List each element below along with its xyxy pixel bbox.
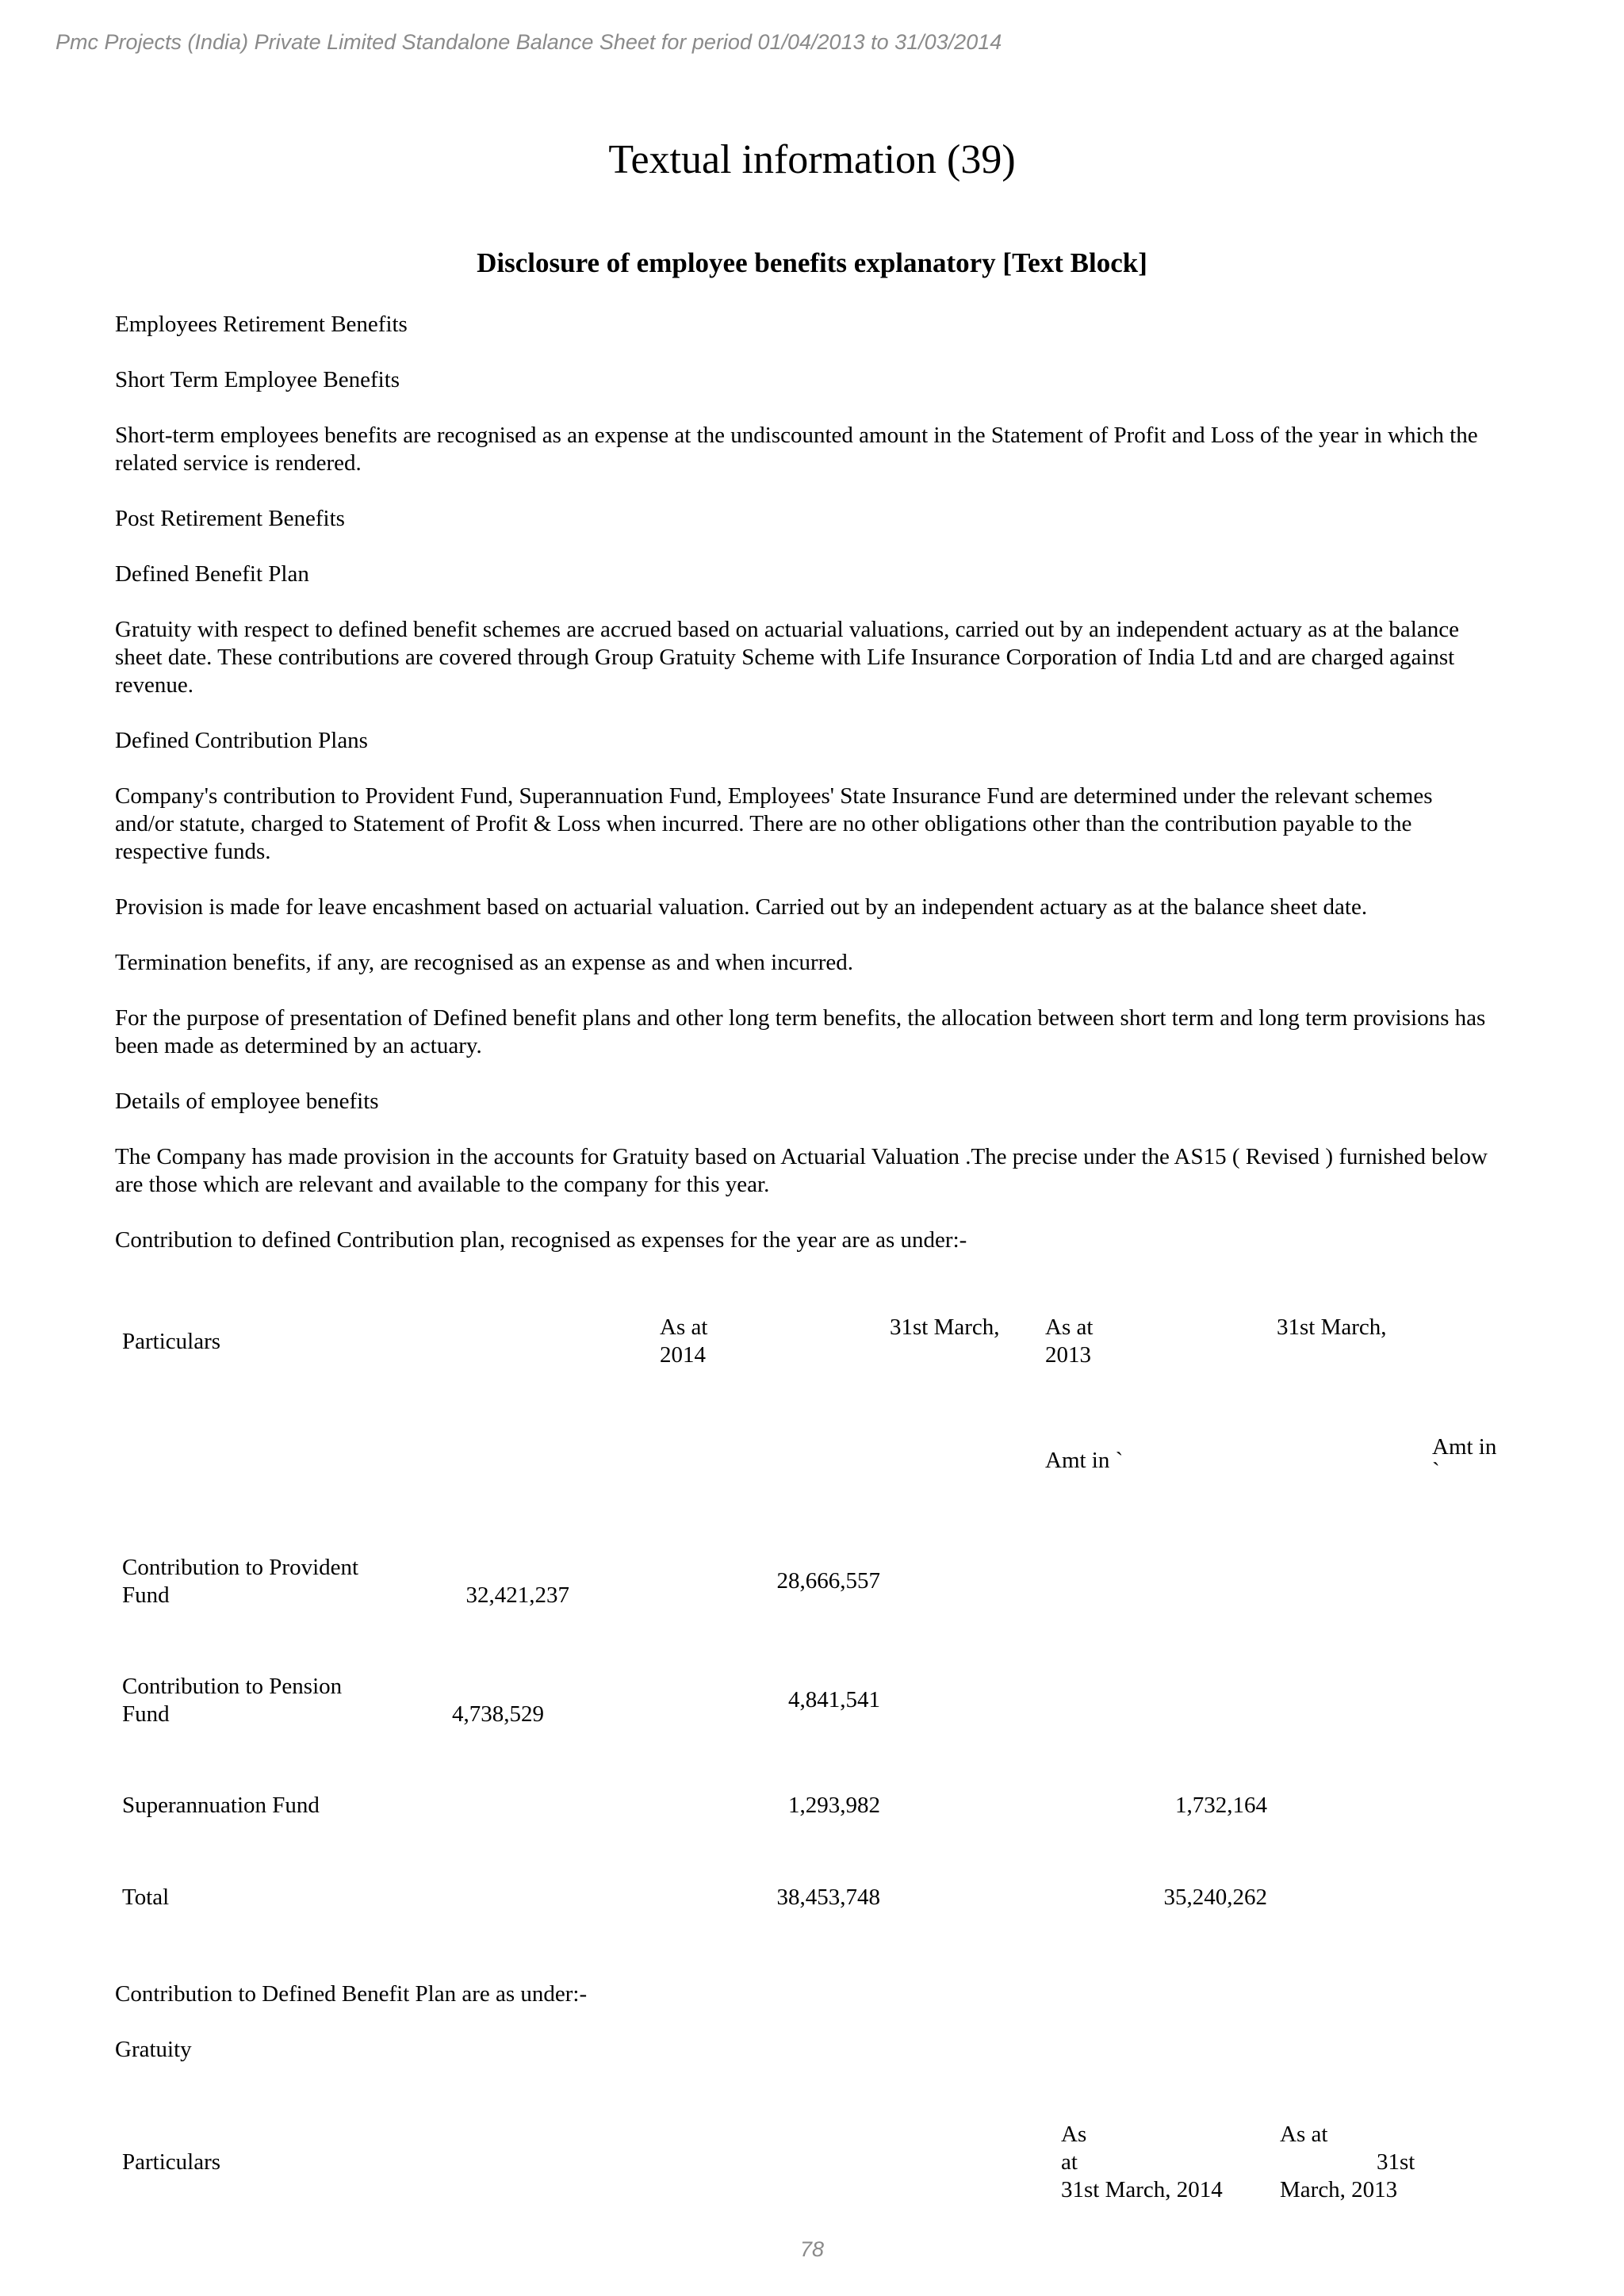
paragraph-leave-encashment: Provision is made for leave encashment based on actuarial valuation. Carried out by an independent actuary as at the balance sheet date. (115, 894, 1368, 920)
row-pension-fund-label-2: Fund (122, 1701, 170, 1727)
table-header-year-2014: 2014 (660, 1342, 706, 1368)
gratuity-header-col2-line3: March, 2013 (1280, 2177, 1398, 2202)
row-pension-fund-value-b: 4,841,541 (788, 1687, 880, 1712)
paragraph-defined-benefit-plan: Defined Benefit Plan (115, 561, 309, 587)
defined-benefit-heading: Contribution to Defined Benefit Plan are as under:- (115, 1981, 588, 2007)
row-provident-fund-value-a: 32,421,237 (465, 1582, 569, 1608)
paragraph-gratuity-provision: The Company has made provision in the accounts for Gratuity based on Actuarial Valuation .The precise under the AS15 ( Revised ) furnished below are those which are relevant and available to the company for this year. (115, 1144, 1488, 1197)
table-header-year-2013: 2013 (1045, 1342, 1091, 1368)
paragraph-short-term-body: Short-term employees benefits are recognised as an expense at the undiscounted amount in the Statement of Profit and Loss of the year in which the related service is rendered. (115, 423, 1478, 476)
paragraph-employees-retirement-benefits: Employees Retirement Benefits (115, 312, 408, 337)
paragraph-gratuity-body: Gratuity with respect to defined benefit schemes are accrued based on actuarial valuations, carried out by an independent actuary as at the balance sheet date. These contributions are covered through Group Gratuity Scheme with Life Insurance Corporation of India Ltd and are charged against revenue. (115, 617, 1459, 698)
section-subtitle: Disclosure of employee benefits explanatory [Text Block] (477, 247, 1147, 278)
row-provident-fund-label-2: Fund (122, 1582, 170, 1608)
row-superannuation-label: Superannuation Fund (122, 1793, 320, 1818)
row-superannuation-value-c: 1,732,164 (1175, 1793, 1267, 1818)
table-amt-in-label-2: Amt in (1432, 1434, 1497, 1460)
row-superannuation-value-b: 1,293,982 (788, 1793, 880, 1818)
gratuity-header-col1-line3: 31st March, 2014 (1061, 2177, 1223, 2202)
table-amt-in-label: Amt in ` (1045, 1448, 1124, 1473)
paragraph-defined-contribution-plans: Defined Contribution Plans (115, 728, 368, 753)
row-provident-fund-value-b: 28,666,557 (776, 1568, 880, 1594)
paragraph-presentation: For the purpose of presentation of Defined benefit plans and other long term benefits, the allocation between short term and long term provisions has been made as determined by an actuary. (115, 1005, 1486, 1058)
gratuity-header-col2-line2: 31st (1377, 2149, 1415, 2175)
gratuity-heading: Gratuity (115, 2037, 192, 2062)
gratuity-header-col1-line1: As (1061, 2122, 1087, 2147)
page-title: Textual information (39) (608, 137, 1016, 182)
paragraph-termination-benefits: Termination benefits, if any, are recognised as an expense as and when incurred. (115, 950, 853, 975)
row-total-value-b: 38,453,748 (776, 1885, 880, 1910)
table-header-particulars: Particulars (122, 1329, 221, 1354)
row-pension-fund-label: Contribution to Pension (122, 1674, 343, 1699)
paragraph-details-heading: Details of employee benefits (115, 1089, 379, 1114)
paragraph-post-retirement: Post Retirement Benefits (115, 506, 345, 531)
table-header-as-at-2013: As at (1045, 1314, 1094, 1340)
row-total-label: Total (122, 1885, 170, 1910)
gratuity-header-particulars: Particulars (122, 2149, 221, 2175)
gratuity-header-col2-line1: As at (1280, 2122, 1328, 2147)
paragraph-company-contribution-body: Company's contribution to Provident Fund, Superannuation Fund, Employees' State Insurance Fund are determined under the relevant schemes and/or statute, charged to Statement of Profit & Loss when incurred. There are no other obligations other than the contribution payable to the respective funds. (115, 783, 1433, 864)
paragraph-short-term-heading: Short Term Employee Benefits (115, 367, 400, 392)
page-header: Pmc Projects (India) Private Limited Standalone Balance Sheet for period 01/04/2013 to 31/03/2014 (56, 30, 1002, 54)
table-header-as-at-2014: As at (660, 1314, 708, 1340)
table-header-date-2014: 31st March, (890, 1314, 1000, 1340)
page-number: 78 (799, 2237, 825, 2261)
row-provident-fund-label: Contribution to Provident (122, 1555, 359, 1580)
table-amt-in-currency-2: ` (1432, 1458, 1440, 1483)
paragraph-contribution-intro: Contribution to defined Contribution plan, recognised as expenses for the year are as under:- (115, 1227, 967, 1253)
row-pension-fund-value-a: 4,738,529 (452, 1701, 544, 1727)
table-header-date-2013: 31st March, (1277, 1314, 1387, 1340)
gratuity-header-col1-line2: at (1061, 2149, 1078, 2175)
row-total-value-c: 35,240,262 (1163, 1885, 1267, 1910)
